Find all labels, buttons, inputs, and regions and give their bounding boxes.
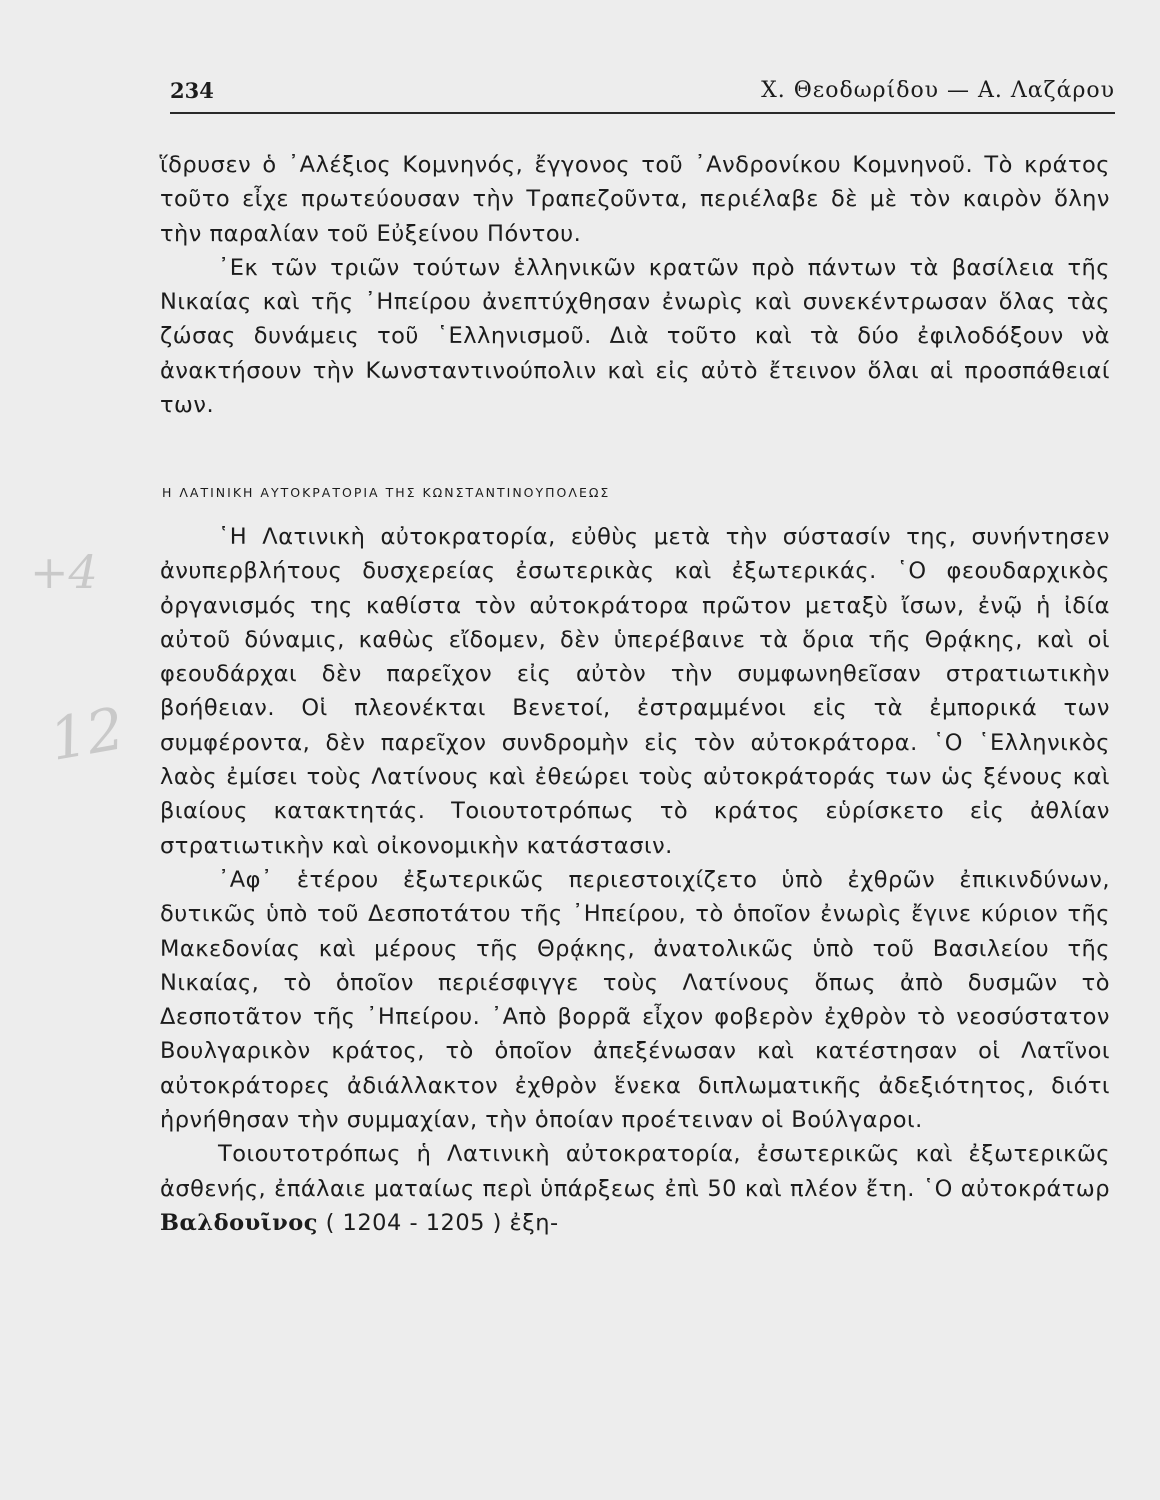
margin-note: +4 [30, 545, 98, 599]
main-text-block [160, 520, 1110, 1240]
paragraph: ἵδρυσεν ὁ ᾿Αλέξιος Κομνηνός, ἔγγονος τοῦ ᾿Ανδρονίκου Κομνηνοῦ. Τὸ κράτος τοῦτο εἶχε πρωτεύουσαν τὴν Τραπεζοῦντα, περιέλαβε δὲ μὲ τὸν καιρὸν ὅλην τὴν παραλίαν τοῦ Εὐξείνου Πόντου. [160, 152, 1110, 247]
running-head: Χ. Θεοδωρίδου — Α. Λαζάρου [761, 78, 1115, 103]
margin-note: 12 [44, 694, 130, 774]
paragraph-text: Τοιουτοτρόπως ἡ Λατινικὴ αὐτοκρατορία, ἐσωτερικῶς καὶ ἐξωτερικῶς ἀσθενής, ἐπάλαιε ματαίως περὶ ὑπάρξεως ἐπὶ 50 καὶ πλέον ἔτη. ῾Ο αὐτοκράτωρ [160, 1141, 1110, 1202]
paragraph-text: ( 1204 - 1205 ) ἐξη- [317, 1209, 559, 1236]
paragraph-last [160, 1137, 1110, 1240]
section-heading: Η ΛΑΤΙΝΙΚΗ ΑΥΤΟΚΡΑΤΟΡΙΑ ΤΗΣ ΚΩΝΣΤΑΝΤΙΝΟΥΠΟΛΕΩΣ [162, 485, 611, 500]
emperor-name: Βαλδουῖνος [160, 1209, 318, 1236]
page-header [170, 72, 1115, 114]
intro-text-block [160, 148, 1110, 422]
page-number: 234 [170, 78, 214, 103]
paragraph: ᾿Εκ τῶν τριῶν τούτων ἑλληνικῶν κρατῶν πρὸ πάντων τὰ βασίλεια τῆς Νικαίας καὶ τῆς ᾿Ηπείρου ἀνεπτύχθησαν ἐνωρὶς καὶ συνεκέντρωσαν ὅλας τὰς ζώσας δυνάμεις τοῦ ῾Ελληνισμοῦ. Διὰ τοῦτο καὶ τὰ δύο ἐφιλοδόξουν νὰ ἀνακτήσουν τὴν Κωνσταντινούπολιν καὶ εἰς αὐτὸ ἔτεινον ὅλαι αἱ προσπάθειαί των. [160, 254, 1110, 419]
paragraph: ᾿Αφ᾿ ἑτέρου ἐξωτερικῶς περιεστοιχίζετο ὑπὸ ἐχθρῶν ἐπικινδύνων, δυτικῶς ὑπὸ τοῦ Δεσποτάτου τῆς ᾿Ηπείρου, τὸ ὁποῖον ἐνωρὶς ἔγινε κύριον τῆς Μακεδονίας καὶ μέρους τῆς Θρᾴκης, ἀνατολικῶς ὑπὸ τοῦ Βασιλείου τῆς Νικαίας, τὸ ὁποῖον περιέσφιγγε τοὺς Λατίνους ὅπως ἀπὸ δυσμῶν τὸ Δεσποτᾶτον τῆς ᾿Ηπείρου. ᾿Απὸ βορρᾶ εἶχον φοβερὸν ἐχθρὸν τὸ νεοσύστατον Βουλγαρικὸν κράτος, τὸ ὁποῖον ἀπεξένωσαν καὶ κατέστησαν οἱ Λατῖνοι αὐτοκράτορες ἀδιάλλακτον ἐχθρὸν ἕνεκα διπλωματικῆς ἀδεξιότητος, διότι ἠρνήθησαν τὴν συμμαχίαν, τὴν ὁποίαν προέτειναν οἱ Βούλγαροι. [160, 866, 1110, 1134]
paragraph: ῾Η Λατινικὴ αὐτοκρατορία, εὐθὺς μετὰ τὴν σύστασίν της, συνήντησεν ἀνυπερβλήτους δυσχερείας ἐσωτερικὰς καὶ ἐξωτερικάς. ῾Ο φεουδαρχικὸς ὀργανισμός της καθίστα τὸν αὐτοκράτορα πρῶτον μεταξὺ ἴσων, ἐνῷ ἡ ἰδία αὐτοῦ δύναμις, καθὼς εἴδομεν, δὲν ὑπερέβαινε τὰ ὅρια τῆς Θρᾴκης, καὶ οἱ φεουδάρχαι δὲν παρεῖχον εἰς αὐτὸν τὴν συμφωνηθεῖσαν στρατιωτικὴν βοήθειαν. Οἱ πλεονέκται Βενετοί, ἐστραμμένοι εἰς τὰ ἐμπορικά των συμφέροντα, δὲν παρεῖχον συνδρομὴν εἰς τὸν αὐτοκράτορα. ῾Ο ῾Ελληνικὸς λαὸς ἐμίσει τοὺς Λατίνους καὶ ἐθεώρει τοὺς αὐτοκράτοράς των ὡς ξένους καὶ βιαίους κατακτητάς. Τοιουτοτρόπως τὸ κράτος εὑρίσκετο εἰς ἀθλίαν στρατιωτικὴν καὶ οἰκονομικὴν κατάστασιν. [160, 524, 1110, 859]
